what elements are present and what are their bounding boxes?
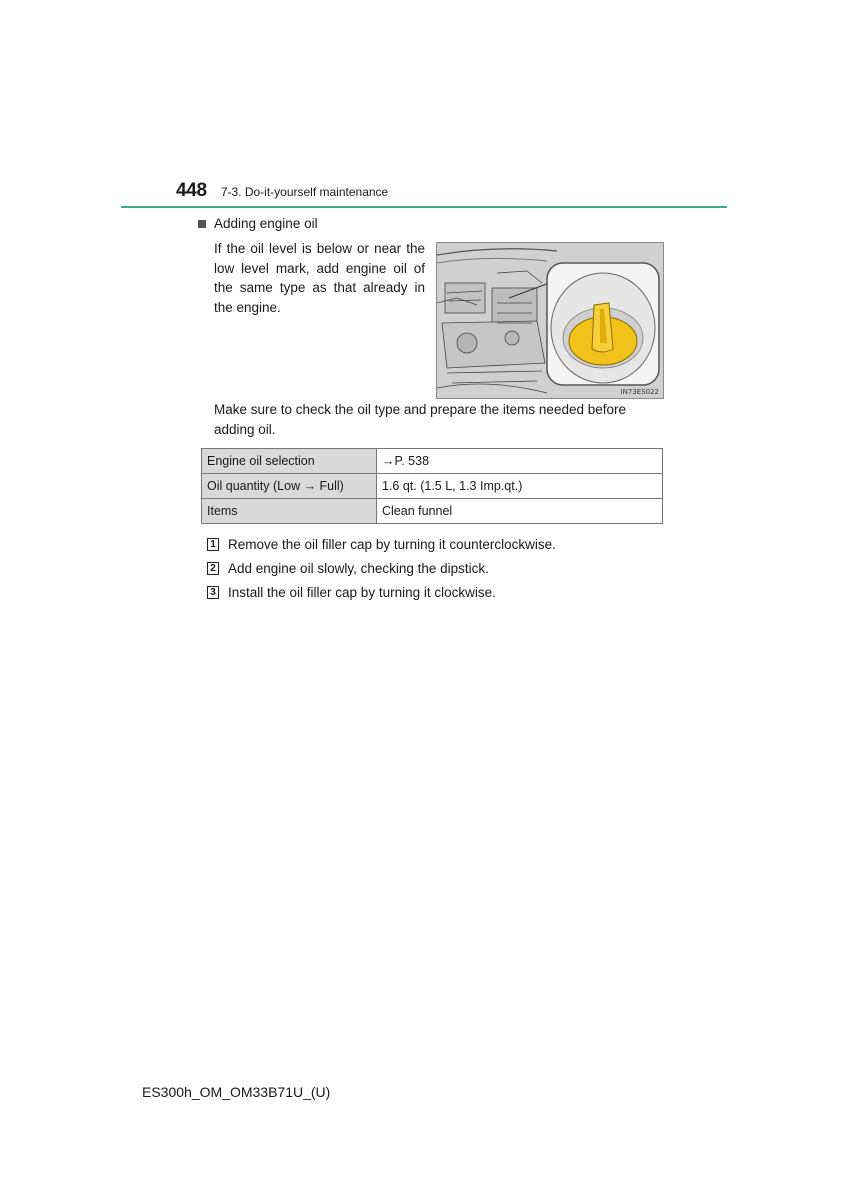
step-text: Install the oil filler cap by turning it clockwise. — [228, 584, 496, 600]
section-title: 7-3. Do-it-yourself maintenance — [220, 185, 389, 199]
table-cell-value: →P. 538 — [377, 449, 663, 474]
step-text: Remove the oil filler cap by turning it counterclockwise. — [228, 536, 556, 552]
preparation-note: Make sure to check the oil type and prepare the items needed before adding oil. — [214, 402, 627, 437]
page-footer: ES300h_OM_OM33B71U_(U) — [142, 1084, 331, 1100]
table-cell-label: Engine oil selection — [202, 449, 377, 474]
engine-illustration — [436, 242, 664, 399]
steps-list — [207, 532, 556, 604]
header-divider — [121, 206, 727, 208]
table-cell-label: Items — [202, 499, 377, 524]
table-row — [202, 474, 663, 499]
table-row — [202, 449, 663, 474]
step-number-badge: 1 — [207, 538, 219, 551]
list-item — [207, 532, 556, 556]
figure-code: IN73ES022 — [620, 388, 659, 396]
list-item — [207, 556, 556, 580]
table-cell-value: Clean funnel — [377, 499, 663, 524]
list-item — [207, 580, 556, 604]
table-cell-value: 1.6 qt. (1.5 L, 1.3 Imp.qt.) — [377, 474, 663, 499]
table-row — [202, 499, 663, 524]
subheading — [198, 216, 318, 231]
table-cell-label: Oil quantity (Low → Full) — [202, 474, 377, 499]
step-number-badge: 3 — [207, 586, 219, 599]
page-header — [176, 180, 388, 204]
engine-bay-oil-cap-icon — [437, 243, 663, 398]
page-number: 448 — [176, 180, 207, 201]
subheading-text: Adding engine oil — [214, 216, 318, 231]
step-number-badge: 2 — [207, 562, 219, 575]
oil-spec-table — [201, 448, 663, 524]
intro-paragraph: If the oil level is below or near the low level mark, add engine oil of the same type as that already in the engine. — [214, 241, 425, 315]
step-text: Add engine oil slowly, checking the dipstick. — [228, 560, 489, 576]
square-bullet-icon — [198, 220, 206, 228]
